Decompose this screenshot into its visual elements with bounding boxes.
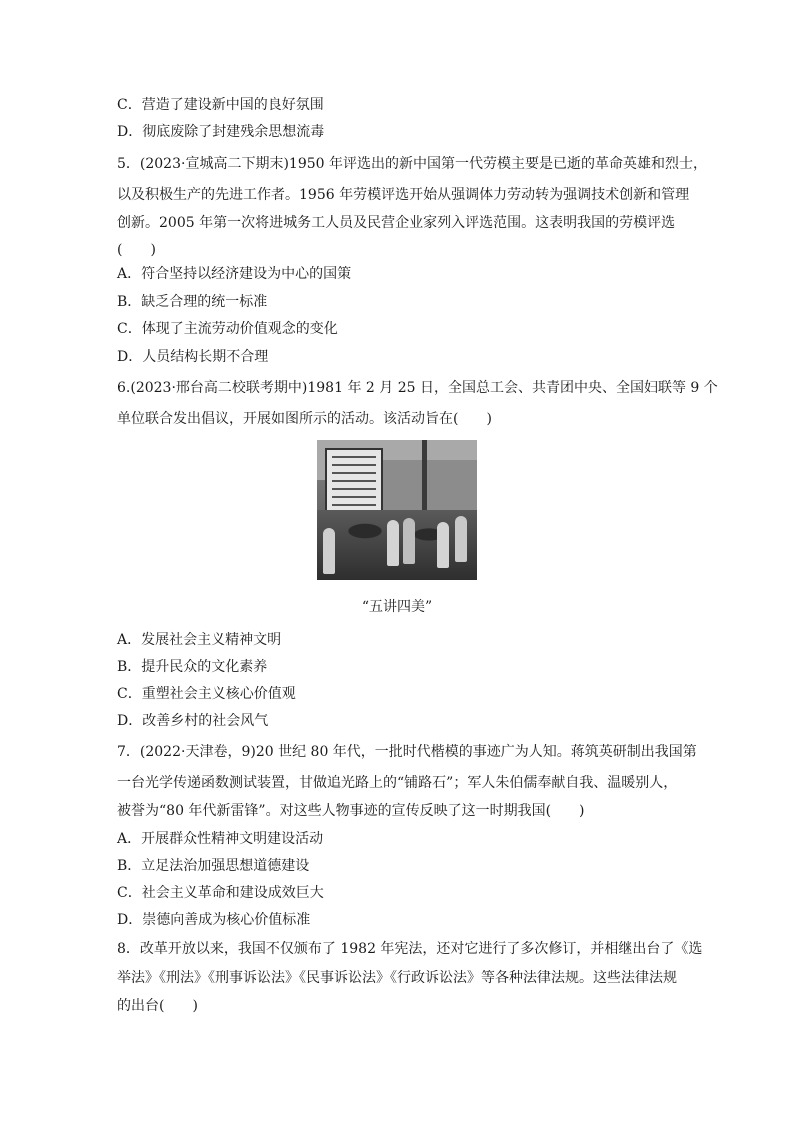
q8-stem-line-3: 的出台( ) [117,998,198,1014]
q7-option-b: B．立足法治加强思想道德建设 [117,858,310,874]
figure-caption: “五讲四美” [361,599,433,615]
q6-option-b: B．提升民众的文化素养 [117,659,268,675]
q5-stem-line-2: 以及积极生产的先进工作者。1956 年劳模评选开始从强调体力劳动转为强调技术创新和管理 [117,187,690,203]
q7-option-a: A．开展群众性精神文明建设活动 [117,831,324,847]
q4-option-c: C．营造了建设新中国的良好氛围 [117,97,324,113]
q6-stem-line-1: 6.(2023·邢台高二校联考期中)1981 年 2 月 25 日，全国总工会、共青团中央、全国妇联等 9 个 [117,380,718,396]
q6-option-a: A．发展社会主义精神文明 [117,632,282,648]
q5-option-d: D．人员结构长期不合理 [117,349,269,365]
q5-option-b: B．缺乏合理的统一标准 [117,294,268,310]
q8-stem-line-2: 举法》《刑法》《刑事诉讼法》《民事诉讼法》《行政诉讼法》等各种法律法规。这些法律法规 [117,970,677,986]
q5-stem-blank: ( ) [117,242,156,258]
q5-option-c: C．体现了主流劳动价值观念的变化 [117,321,338,337]
q6-option-d: D．改善乡村的社会风气 [117,713,269,729]
q7-option-d: D．崇德向善成为核心价值标准 [117,912,311,928]
q7-stem-line-3: 被誉为“80 年代新雷锋”。对这些人物事迹的宣传反映了这一时期我国( ) [117,803,585,819]
q6-option-c: C．重塑社会主义核心价值观 [117,686,296,702]
q6-stem-line-2: 单位联合发出倡议，开展如图所示的活动。该活动旨在( ) [117,411,492,427]
wujiangsimei-photo [317,440,477,580]
q7-stem-line-2: 一台光学传递函数测试装置，甘做追光路上的“铺路石”；军人朱伯儒奉献自我、温暖别人， [117,775,678,791]
q5-stem-line-3: 创新。2005 年第一次将进城务工人员及民营企业家列入评选范围。这表明我国的劳模评选 [117,215,676,231]
q5-option-a: A．符合坚持以经济建设为中心的国策 [117,266,352,282]
q5-stem-line-1: 5．(2023·宣城高二下期末)1950 年评选出的新中国第一代劳模主要是已逝的革命英雄和烈士， [117,156,707,172]
q7-stem-line-1: 7．(2022·天津卷，9)20 世纪 80 年代，一批时代楷模的事迹广为人知。蒋筑英研制出我国第 [117,744,697,760]
q4-option-d: D．彻底废除了封建残余思想流毒 [117,124,325,140]
q8-stem-line-1: 8．改革开放以来，我国不仅颁布了 1982 年宪法，还对它进行了多次修订，并相继出台了《选 [117,941,703,957]
q7-option-c: C．社会主义革命和建设成效巨大 [117,885,324,901]
